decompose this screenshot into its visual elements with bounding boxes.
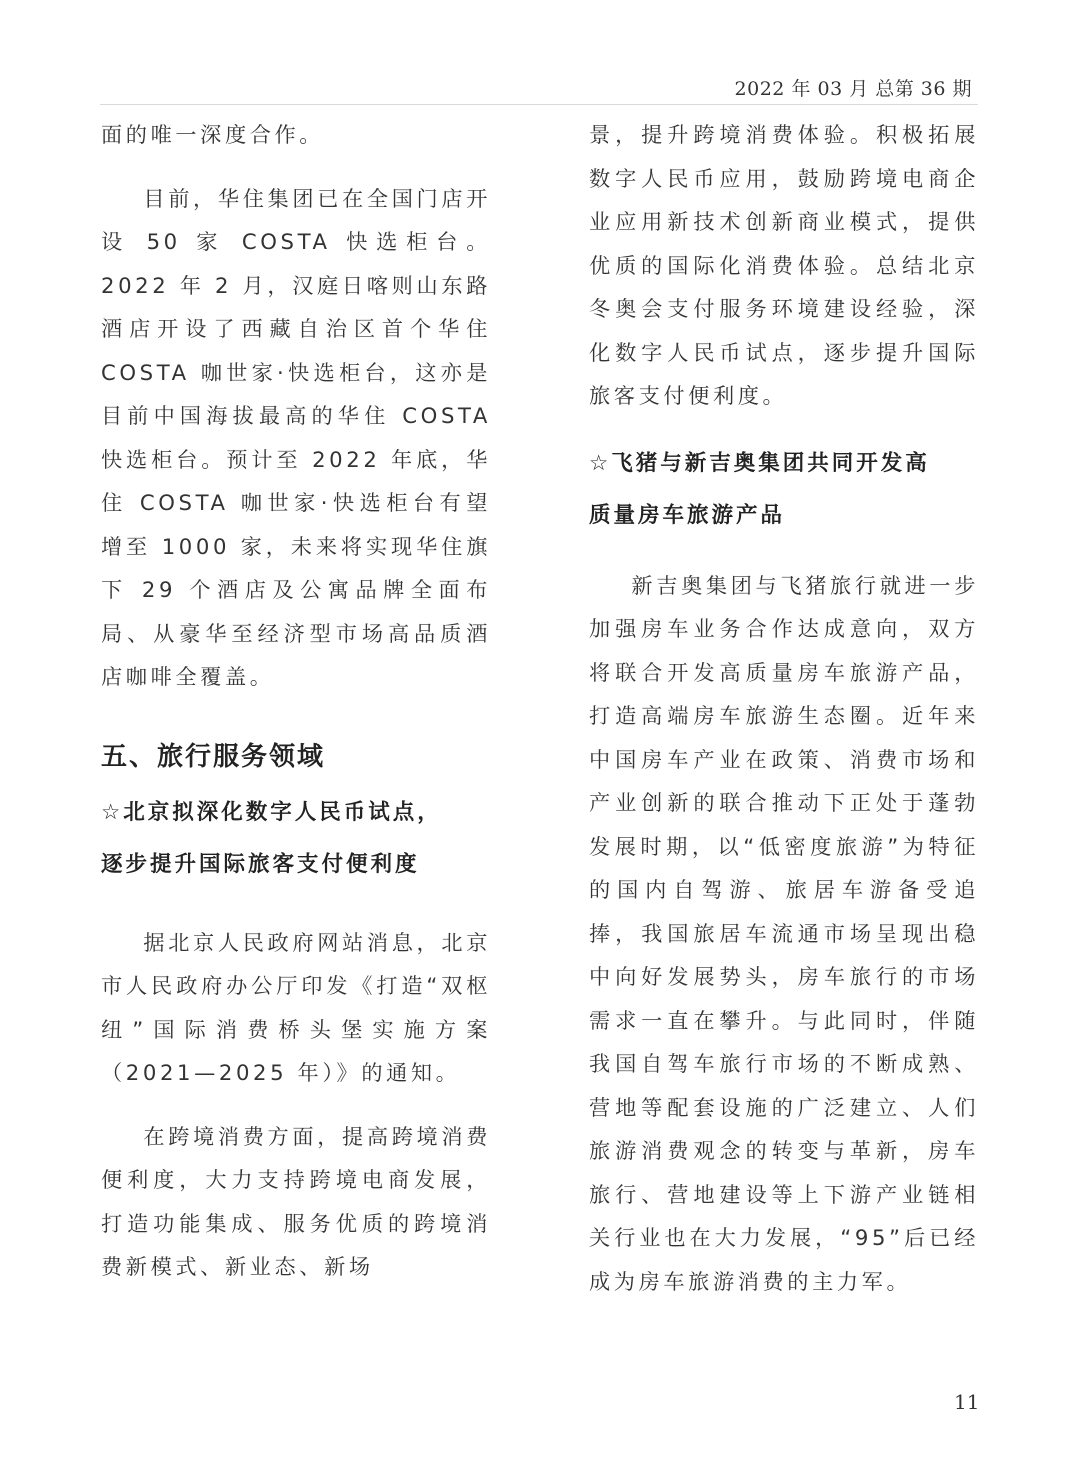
issue-info: 2022 年 03 月 总第 36 期 — [734, 78, 972, 100]
page-number: 11 — [954, 1390, 980, 1414]
right-column — [589, 113, 979, 1303]
paragraph-cross-border-continued: 景，提升跨境消费体验。积极拓展数字人民币应用，鼓励跨境电商企业应用新技术创新商业模式，提供优质的国际化消费体验。总结北京冬奥会支付服务环境建设经验，深化数字人民币试点，逐步提升国际旅客支付便利度。 — [589, 122, 979, 408]
subsection-title-line-2: 逐步提升国际旅客支付便利度 — [101, 851, 420, 877]
paragraph-cross-border: 在跨境消费方面，提高跨境消费便利度，大力支持跨境电商发展，打造功能集成、服务优质的跨境消费新模式、新业态、新场 — [101, 1123, 491, 1279]
paragraph-continued: 面的唯一深度合作。 — [101, 122, 325, 147]
paragraph-huazhu-costa: 目前，华住集团已在全国门店开设 50 家 COSTA 快选柜台。2022 年 2 月，汉庭日喀则山东路酒店开设了西藏自治区首个华住 COSTA 咖世家·快选柜台，这亦是目前中国海拔最高的华住 COSTA 快选柜台。预计至 2022 年底，华住 COSTA 咖世家·快选柜台有望增至 1000 家，未来将实现华住旗下 29 个酒店及公寓品牌全面布局、从豪华至经济型市场高品质酒店咖啡全覆盖。 — [101, 185, 491, 689]
paragraph-beijing-notice: 据北京人民政府网站消息，北京市人民政府办公厅印发《打造“双枢纽”国际消费桥头堡实施方案（2021—2025 年）》的通知。 — [101, 929, 491, 1085]
page-header — [100, 70, 978, 105]
subsection-title-line-1: ☆北京拟深化数字人民币试点， — [101, 799, 442, 825]
paragraph-rv-tourism: 新吉奥集团与飞猪旅行就进一步加强房车业务合作达成意向，双方将联合开发高质量房车旅游产品，打造高端房车旅游生态圈。近年来中国房车产业在政策、消费市场和产业创新的联合推动下正处于蓬勃发展时期，以“低密度旅游”为特征的国内自驾游、旅居车游备受追捧，我国旅居车流通市场呈现出稳中向好发展势头，房车旅行的市场需求一直在攀升。与此同时，伴随我国自驾车旅行市场的不断成熟、营地等配套设施的广泛建立、人们旅游消费观念的转变与革新，房车旅行、营地建设等上下游产业链相关行业也在大力发展，“95”后已经成为房车旅游消费的主力军。 — [589, 572, 979, 1294]
subsection-title-line-2: 质量房车旅游产品 — [589, 502, 786, 528]
section-title: 五、旅行服务领域 — [101, 741, 326, 772]
subsection-title-line-1: ☆飞猪与新吉奥集团共同开发高 — [589, 450, 930, 476]
left-column — [101, 113, 491, 1289]
